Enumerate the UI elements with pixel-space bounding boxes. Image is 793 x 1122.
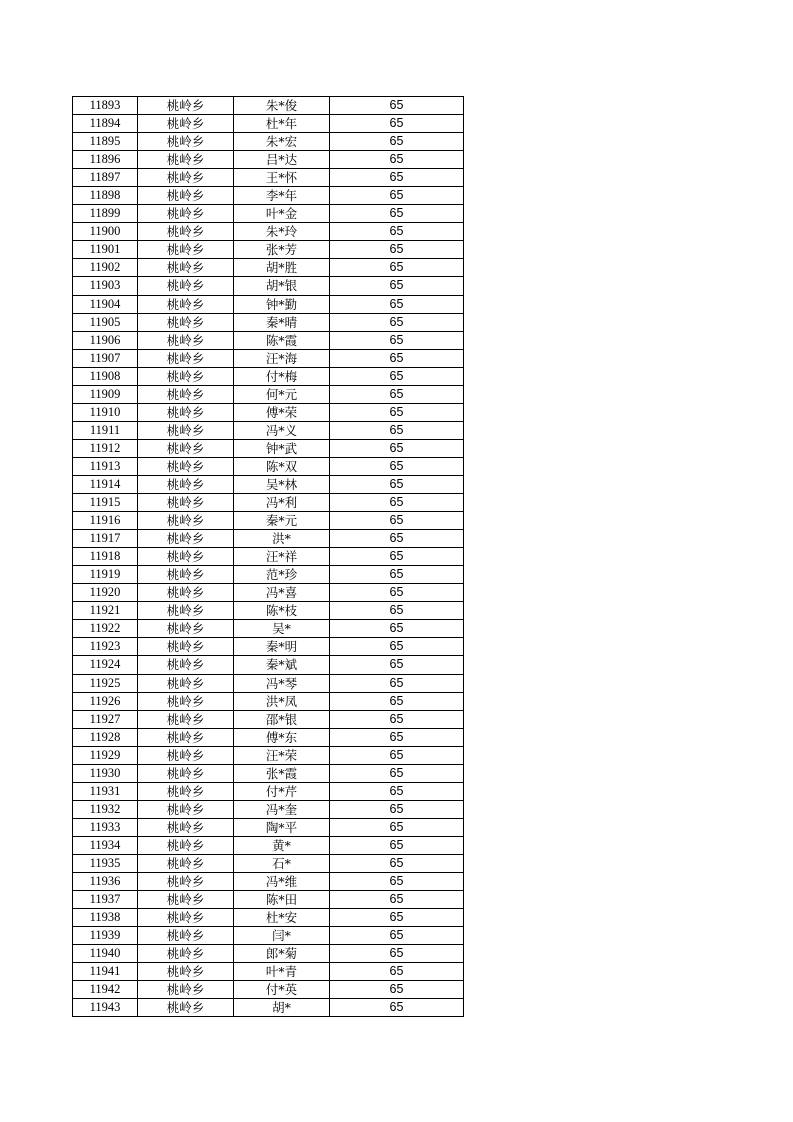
amount-cell: 65 (330, 945, 464, 963)
person-name-cell: 邵*银 (234, 710, 330, 728)
table-row (73, 277, 464, 295)
table-row (73, 674, 464, 692)
township-cell: 桃岭乡 (138, 710, 234, 728)
table-row (73, 710, 464, 728)
township-cell: 桃岭乡 (138, 475, 234, 493)
table-row (73, 800, 464, 818)
person-name-cell: 付*梅 (234, 367, 330, 385)
row-number-cell: 11914 (73, 475, 138, 493)
township-cell: 桃岭乡 (138, 746, 234, 764)
person-name-cell: 陈*霞 (234, 331, 330, 349)
row-number-cell: 11893 (73, 97, 138, 115)
row-number-cell: 11897 (73, 169, 138, 187)
row-number-cell: 11898 (73, 187, 138, 205)
row-number-cell: 11941 (73, 963, 138, 981)
table-row (73, 259, 464, 277)
person-name-cell: 王*怀 (234, 169, 330, 187)
amount-cell: 65 (330, 620, 464, 638)
amount-cell: 65 (330, 97, 464, 115)
row-number-cell: 11901 (73, 241, 138, 259)
person-name-cell: 冯*奎 (234, 800, 330, 818)
person-name-cell: 钟*勤 (234, 295, 330, 313)
table-row (73, 151, 464, 169)
township-cell: 桃岭乡 (138, 187, 234, 205)
person-name-cell: 洪*凤 (234, 692, 330, 710)
person-name-cell: 杜*安 (234, 909, 330, 927)
township-cell: 桃岭乡 (138, 512, 234, 530)
amount-cell: 65 (330, 241, 464, 259)
township-cell: 桃岭乡 (138, 584, 234, 602)
row-number-cell: 11930 (73, 764, 138, 782)
amount-cell: 65 (330, 457, 464, 475)
person-name-cell: 朱*俊 (234, 97, 330, 115)
row-number-cell: 11917 (73, 530, 138, 548)
row-number-cell: 11904 (73, 295, 138, 313)
row-number-cell: 11907 (73, 349, 138, 367)
township-cell: 桃岭乡 (138, 620, 234, 638)
amount-cell: 65 (330, 367, 464, 385)
row-number-cell: 11918 (73, 548, 138, 566)
person-name-cell: 石* (234, 854, 330, 872)
township-cell: 桃岭乡 (138, 385, 234, 403)
table-row (73, 566, 464, 584)
amount-cell: 65 (330, 692, 464, 710)
township-cell: 桃岭乡 (138, 151, 234, 169)
table-row (73, 512, 464, 530)
township-cell: 桃岭乡 (138, 602, 234, 620)
amount-cell: 65 (330, 223, 464, 241)
township-cell: 桃岭乡 (138, 494, 234, 512)
roster-sheet (72, 96, 461, 1017)
person-name-cell: 汪*荣 (234, 746, 330, 764)
table-row (73, 133, 464, 151)
township-cell: 桃岭乡 (138, 331, 234, 349)
amount-cell: 65 (330, 512, 464, 530)
person-name-cell: 冯*义 (234, 421, 330, 439)
township-cell: 桃岭乡 (138, 439, 234, 457)
amount-cell: 65 (330, 638, 464, 656)
township-cell: 桃岭乡 (138, 566, 234, 584)
row-number-cell: 11915 (73, 494, 138, 512)
township-cell: 桃岭乡 (138, 818, 234, 836)
amount-cell: 65 (330, 439, 464, 457)
amount-cell: 65 (330, 584, 464, 602)
person-name-cell: 胡* (234, 999, 330, 1017)
amount-cell: 65 (330, 746, 464, 764)
township-cell: 桃岭乡 (138, 548, 234, 566)
row-number-cell: 11906 (73, 331, 138, 349)
row-number-cell: 11938 (73, 909, 138, 927)
person-name-cell: 冯*利 (234, 494, 330, 512)
amount-cell: 65 (330, 873, 464, 891)
person-name-cell: 陈*田 (234, 891, 330, 909)
table-row (73, 115, 464, 133)
table-row (73, 403, 464, 421)
township-cell: 桃岭乡 (138, 800, 234, 818)
amount-cell: 65 (330, 764, 464, 782)
amount-cell: 65 (330, 818, 464, 836)
row-number-cell: 11929 (73, 746, 138, 764)
amount-cell: 65 (330, 602, 464, 620)
row-number-cell: 11905 (73, 313, 138, 331)
amount-cell: 65 (330, 475, 464, 493)
person-name-cell: 胡*胜 (234, 259, 330, 277)
table-row (73, 457, 464, 475)
person-name-cell: 冯*维 (234, 873, 330, 891)
row-number-cell: 11900 (73, 223, 138, 241)
person-name-cell: 吕*达 (234, 151, 330, 169)
person-name-cell: 洪* (234, 530, 330, 548)
row-number-cell: 11919 (73, 566, 138, 584)
roster-table-body (73, 97, 464, 1017)
amount-cell: 65 (330, 421, 464, 439)
row-number-cell: 11923 (73, 638, 138, 656)
township-cell: 桃岭乡 (138, 909, 234, 927)
township-cell: 桃岭乡 (138, 421, 234, 439)
person-name-cell: 吴*林 (234, 475, 330, 493)
amount-cell: 65 (330, 674, 464, 692)
person-name-cell: 范*珍 (234, 566, 330, 584)
table-row (73, 97, 464, 115)
table-row (73, 692, 464, 710)
township-cell: 桃岭乡 (138, 891, 234, 909)
table-row (73, 818, 464, 836)
row-number-cell: 11896 (73, 151, 138, 169)
township-cell: 桃岭乡 (138, 457, 234, 475)
table-row (73, 836, 464, 854)
person-name-cell: 傅*荣 (234, 403, 330, 421)
person-name-cell: 闫* (234, 927, 330, 945)
amount-cell: 65 (330, 854, 464, 872)
amount-cell: 65 (330, 909, 464, 927)
person-name-cell: 秦*晴 (234, 313, 330, 331)
amount-cell: 65 (330, 927, 464, 945)
person-name-cell: 汪*海 (234, 349, 330, 367)
amount-cell: 65 (330, 800, 464, 818)
table-row (73, 909, 464, 927)
amount-cell: 65 (330, 259, 464, 277)
township-cell: 桃岭乡 (138, 945, 234, 963)
row-number-cell: 11903 (73, 277, 138, 295)
row-number-cell: 11931 (73, 782, 138, 800)
person-name-cell: 胡*银 (234, 277, 330, 295)
amount-cell: 65 (330, 836, 464, 854)
row-number-cell: 11910 (73, 403, 138, 421)
row-number-cell: 11913 (73, 457, 138, 475)
township-cell: 桃岭乡 (138, 530, 234, 548)
table-row (73, 331, 464, 349)
table-row (73, 638, 464, 656)
table-row (73, 656, 464, 674)
person-name-cell: 李*年 (234, 187, 330, 205)
person-name-cell: 傅*东 (234, 728, 330, 746)
table-row (73, 349, 464, 367)
table-row (73, 205, 464, 223)
amount-cell: 65 (330, 331, 464, 349)
table-row (73, 548, 464, 566)
township-cell: 桃岭乡 (138, 349, 234, 367)
table-row (73, 367, 464, 385)
person-name-cell: 冯*喜 (234, 584, 330, 602)
township-cell: 桃岭乡 (138, 638, 234, 656)
amount-cell: 65 (330, 494, 464, 512)
township-cell: 桃岭乡 (138, 97, 234, 115)
row-number-cell: 11902 (73, 259, 138, 277)
amount-cell: 65 (330, 151, 464, 169)
township-cell: 桃岭乡 (138, 403, 234, 421)
table-row (73, 854, 464, 872)
row-number-cell: 11925 (73, 674, 138, 692)
person-name-cell: 叶*金 (234, 205, 330, 223)
township-cell: 桃岭乡 (138, 169, 234, 187)
person-name-cell: 朱*玲 (234, 223, 330, 241)
person-name-cell: 付*芹 (234, 782, 330, 800)
row-number-cell: 11932 (73, 800, 138, 818)
row-number-cell: 11943 (73, 999, 138, 1017)
table-row (73, 782, 464, 800)
person-name-cell: 黄* (234, 836, 330, 854)
person-name-cell: 付*英 (234, 981, 330, 999)
table-row (73, 963, 464, 981)
table-row (73, 475, 464, 493)
amount-cell: 65 (330, 891, 464, 909)
row-number-cell: 11899 (73, 205, 138, 223)
township-cell: 桃岭乡 (138, 656, 234, 674)
person-name-cell: 汪*祥 (234, 548, 330, 566)
amount-cell: 65 (330, 295, 464, 313)
amount-cell: 65 (330, 963, 464, 981)
township-cell: 桃岭乡 (138, 728, 234, 746)
person-name-cell: 叶*青 (234, 963, 330, 981)
township-cell: 桃岭乡 (138, 981, 234, 999)
person-name-cell: 郎*菊 (234, 945, 330, 963)
table-row (73, 187, 464, 205)
township-cell: 桃岭乡 (138, 674, 234, 692)
person-name-cell: 朱*宏 (234, 133, 330, 151)
township-cell: 桃岭乡 (138, 963, 234, 981)
amount-cell: 65 (330, 566, 464, 584)
person-name-cell: 吴* (234, 620, 330, 638)
township-cell: 桃岭乡 (138, 927, 234, 945)
row-number-cell: 11894 (73, 115, 138, 133)
table-row (73, 295, 464, 313)
amount-cell: 65 (330, 385, 464, 403)
township-cell: 桃岭乡 (138, 873, 234, 891)
township-cell: 桃岭乡 (138, 836, 234, 854)
amount-cell: 65 (330, 548, 464, 566)
table-row (73, 981, 464, 999)
row-number-cell: 11926 (73, 692, 138, 710)
person-name-cell: 陈*双 (234, 457, 330, 475)
row-number-cell: 11911 (73, 421, 138, 439)
amount-cell: 65 (330, 277, 464, 295)
table-row (73, 169, 464, 187)
amount-cell: 65 (330, 349, 464, 367)
table-row (73, 728, 464, 746)
row-number-cell: 11922 (73, 620, 138, 638)
amount-cell: 65 (330, 656, 464, 674)
table-row (73, 421, 464, 439)
amount-cell: 65 (330, 981, 464, 999)
township-cell: 桃岭乡 (138, 764, 234, 782)
township-cell: 桃岭乡 (138, 692, 234, 710)
amount-cell: 65 (330, 313, 464, 331)
row-number-cell: 11933 (73, 818, 138, 836)
row-number-cell: 11895 (73, 133, 138, 151)
amount-cell: 65 (330, 205, 464, 223)
township-cell: 桃岭乡 (138, 782, 234, 800)
row-number-cell: 11935 (73, 854, 138, 872)
person-name-cell: 秦*元 (234, 512, 330, 530)
table-row (73, 927, 464, 945)
township-cell: 桃岭乡 (138, 295, 234, 313)
township-cell: 桃岭乡 (138, 999, 234, 1017)
row-number-cell: 11940 (73, 945, 138, 963)
person-name-cell: 陈*枝 (234, 602, 330, 620)
row-number-cell: 11912 (73, 439, 138, 457)
table-row (73, 494, 464, 512)
table-row (73, 602, 464, 620)
row-number-cell: 11909 (73, 385, 138, 403)
amount-cell: 65 (330, 187, 464, 205)
table-row (73, 620, 464, 638)
amount-cell: 65 (330, 133, 464, 151)
township-cell: 桃岭乡 (138, 313, 234, 331)
township-cell: 桃岭乡 (138, 277, 234, 295)
row-number-cell: 11939 (73, 927, 138, 945)
row-number-cell: 11927 (73, 710, 138, 728)
roster-table (72, 96, 464, 1017)
township-cell: 桃岭乡 (138, 115, 234, 133)
amount-cell: 65 (330, 115, 464, 133)
township-cell: 桃岭乡 (138, 854, 234, 872)
amount-cell: 65 (330, 403, 464, 421)
amount-cell: 65 (330, 530, 464, 548)
person-name-cell: 何*元 (234, 385, 330, 403)
township-cell: 桃岭乡 (138, 133, 234, 151)
amount-cell: 65 (330, 782, 464, 800)
table-row (73, 241, 464, 259)
table-row (73, 873, 464, 891)
township-cell: 桃岭乡 (138, 223, 234, 241)
person-name-cell: 张*霞 (234, 764, 330, 782)
row-number-cell: 11924 (73, 656, 138, 674)
table-row (73, 999, 464, 1017)
table-row (73, 891, 464, 909)
person-name-cell: 秦*明 (234, 638, 330, 656)
amount-cell: 65 (330, 710, 464, 728)
amount-cell: 65 (330, 999, 464, 1017)
table-row (73, 530, 464, 548)
row-number-cell: 11920 (73, 584, 138, 602)
person-name-cell: 杜*年 (234, 115, 330, 133)
person-name-cell: 钟*武 (234, 439, 330, 457)
person-name-cell: 冯*琴 (234, 674, 330, 692)
row-number-cell: 11928 (73, 728, 138, 746)
table-row (73, 746, 464, 764)
table-row (73, 439, 464, 457)
township-cell: 桃岭乡 (138, 205, 234, 223)
row-number-cell: 11921 (73, 602, 138, 620)
row-number-cell: 11936 (73, 873, 138, 891)
row-number-cell: 11937 (73, 891, 138, 909)
table-row (73, 945, 464, 963)
table-row (73, 584, 464, 602)
amount-cell: 65 (330, 728, 464, 746)
row-number-cell: 11908 (73, 367, 138, 385)
amount-cell: 65 (330, 169, 464, 187)
table-row (73, 385, 464, 403)
row-number-cell: 11942 (73, 981, 138, 999)
row-number-cell: 11916 (73, 512, 138, 530)
table-row (73, 223, 464, 241)
table-row (73, 764, 464, 782)
table-row (73, 313, 464, 331)
person-name-cell: 张*芳 (234, 241, 330, 259)
township-cell: 桃岭乡 (138, 259, 234, 277)
township-cell: 桃岭乡 (138, 241, 234, 259)
row-number-cell: 11934 (73, 836, 138, 854)
person-name-cell: 秦*斌 (234, 656, 330, 674)
township-cell: 桃岭乡 (138, 367, 234, 385)
person-name-cell: 陶*平 (234, 818, 330, 836)
